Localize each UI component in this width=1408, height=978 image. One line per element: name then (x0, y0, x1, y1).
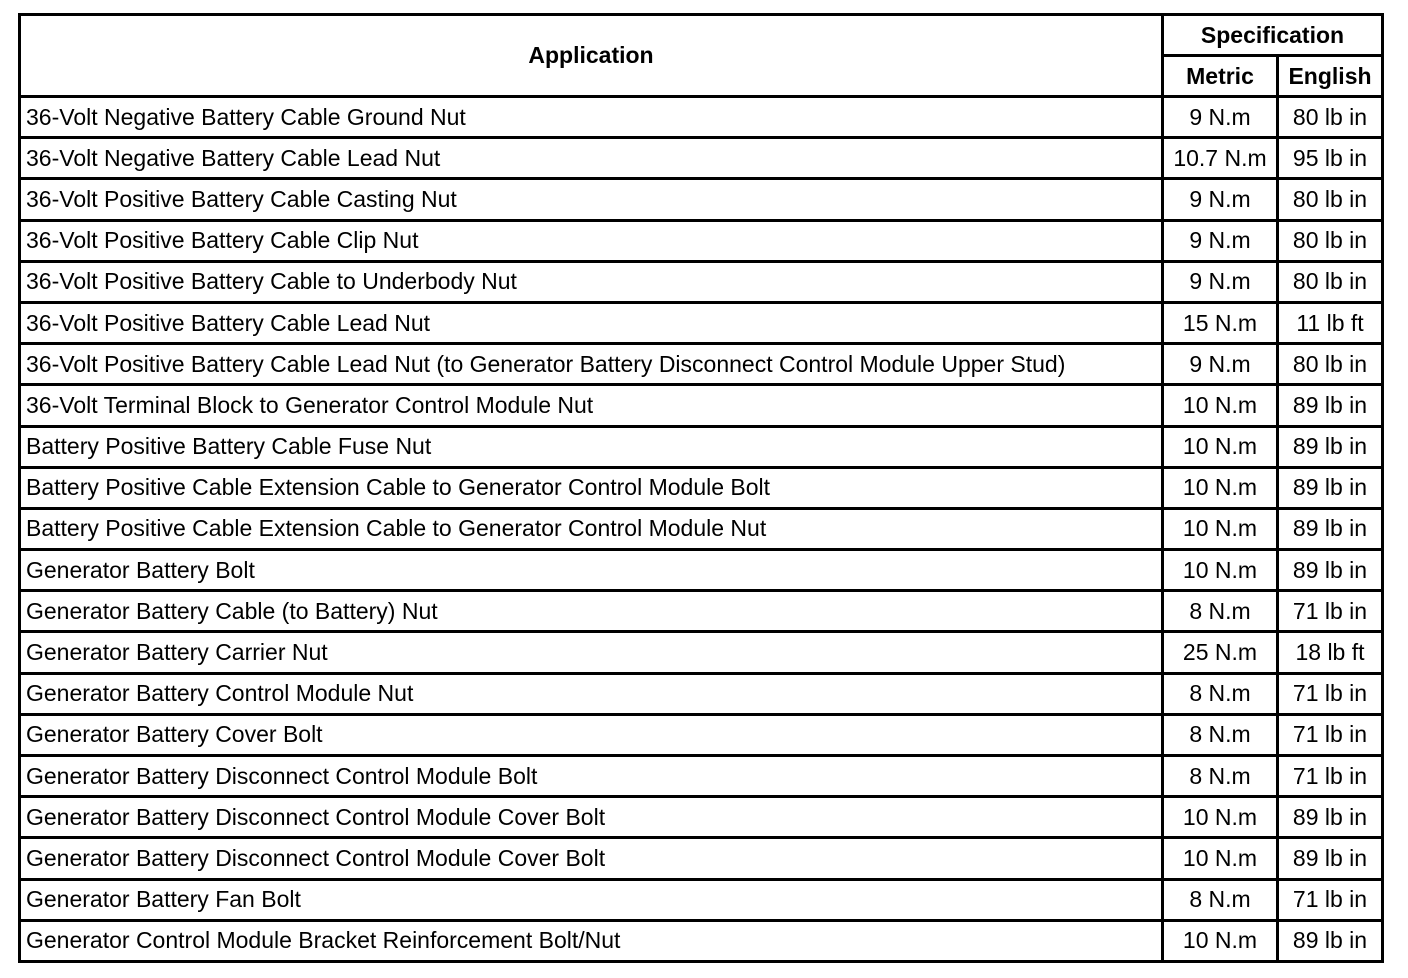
metric-value-cell: 9 N.m (1163, 179, 1278, 220)
metric-value-cell: 8 N.m (1163, 756, 1278, 797)
table-row (20, 797, 1383, 838)
metric-value-cell: 10 N.m (1163, 838, 1278, 879)
table-row (20, 426, 1383, 467)
application-cell: 36-Volt Positive Battery Cable to Underbody Nut (20, 261, 1163, 302)
table-row (20, 179, 1383, 220)
table-row (20, 97, 1383, 138)
metric-value-cell: 10.7 N.m (1163, 138, 1278, 179)
metric-value-cell: 10 N.m (1163, 508, 1278, 549)
application-cell: Battery Positive Cable Extension Cable to Generator Control Module Nut (20, 508, 1163, 549)
english-value-cell: 89 lb in (1278, 385, 1383, 426)
table-row (20, 591, 1383, 632)
metric-value-cell: 9 N.m (1163, 261, 1278, 302)
application-cell: Generator Battery Bolt (20, 550, 1163, 591)
application-cell: Generator Battery Disconnect Control Module Cover Bolt (20, 797, 1163, 838)
english-value-cell: 71 lb in (1278, 714, 1383, 755)
application-cell: Generator Battery Fan Bolt (20, 879, 1163, 920)
metric-value-cell: 10 N.m (1163, 550, 1278, 591)
english-value-cell: 71 lb in (1278, 673, 1383, 714)
english-value-cell: 89 lb in (1278, 550, 1383, 591)
metric-value-cell: 10 N.m (1163, 467, 1278, 508)
application-cell: Battery Positive Cable Extension Cable to Generator Control Module Bolt (20, 467, 1163, 508)
application-cell: 36-Volt Negative Battery Cable Lead Nut (20, 138, 1163, 179)
table-body (20, 97, 1383, 962)
application-cell: Generator Battery Disconnect Control Module Bolt (20, 756, 1163, 797)
application-cell: Generator Control Module Bracket Reinforcement Bolt/Nut (20, 920, 1163, 961)
english-value-cell: 18 lb ft (1278, 632, 1383, 673)
english-value-cell: 71 lb in (1278, 591, 1383, 632)
english-value-cell: 80 lb in (1278, 220, 1383, 261)
english-value-cell: 11 lb ft (1278, 302, 1383, 343)
table-row (20, 385, 1383, 426)
application-cell: 36-Volt Negative Battery Cable Ground Nut (20, 97, 1163, 138)
english-value-cell: 80 lb in (1278, 344, 1383, 385)
table-row (20, 220, 1383, 261)
metric-value-cell: 9 N.m (1163, 97, 1278, 138)
table-row (20, 673, 1383, 714)
table-row (20, 632, 1383, 673)
metric-value-cell: 8 N.m (1163, 673, 1278, 714)
english-value-cell: 89 lb in (1278, 797, 1383, 838)
table-row (20, 508, 1383, 549)
english-value-cell: 89 lb in (1278, 426, 1383, 467)
application-cell: Generator Battery Control Module Nut (20, 673, 1163, 714)
specification-column-header: Specification (1163, 15, 1383, 56)
metric-value-cell: 10 N.m (1163, 797, 1278, 838)
table-row (20, 550, 1383, 591)
header-row-top (20, 15, 1383, 56)
application-cell: Generator Battery Disconnect Control Module Cover Bolt (20, 838, 1163, 879)
table-row (20, 467, 1383, 508)
english-value-cell: 95 lb in (1278, 138, 1383, 179)
table-row (20, 138, 1383, 179)
english-value-cell: 89 lb in (1278, 467, 1383, 508)
table-row (20, 838, 1383, 879)
table-row (20, 879, 1383, 920)
application-cell: 36-Volt Terminal Block to Generator Control Module Nut (20, 385, 1163, 426)
application-cell: 36-Volt Positive Battery Cable Lead Nut (to Generator Battery Disconnect Control Module Upper Stud) (20, 344, 1163, 385)
english-value-cell: 80 lb in (1278, 261, 1383, 302)
table-row (20, 302, 1383, 343)
english-value-cell: 89 lb in (1278, 920, 1383, 961)
application-column-header: Application (20, 15, 1163, 97)
table-header (20, 15, 1383, 97)
metric-value-cell: 9 N.m (1163, 344, 1278, 385)
metric-value-cell: 25 N.m (1163, 632, 1278, 673)
application-cell: 36-Volt Positive Battery Cable Clip Nut (20, 220, 1163, 261)
application-cell: 36-Volt Positive Battery Cable Casting Nut (20, 179, 1163, 220)
application-cell: 36-Volt Positive Battery Cable Lead Nut (20, 302, 1163, 343)
table-row (20, 344, 1383, 385)
english-value-cell: 71 lb in (1278, 879, 1383, 920)
english-value-cell: 89 lb in (1278, 508, 1383, 549)
application-cell: Generator Battery Carrier Nut (20, 632, 1163, 673)
metric-value-cell: 8 N.m (1163, 591, 1278, 632)
table-row (20, 920, 1383, 961)
table-row (20, 714, 1383, 755)
metric-value-cell: 9 N.m (1163, 220, 1278, 261)
metric-column-header: Metric (1163, 56, 1278, 97)
english-column-header: English (1278, 56, 1383, 97)
english-value-cell: 80 lb in (1278, 179, 1383, 220)
metric-value-cell: 10 N.m (1163, 385, 1278, 426)
application-cell: Battery Positive Battery Cable Fuse Nut (20, 426, 1163, 467)
fastener-specification-table (18, 13, 1384, 963)
english-value-cell: 89 lb in (1278, 838, 1383, 879)
metric-value-cell: 8 N.m (1163, 714, 1278, 755)
metric-value-cell: 8 N.m (1163, 879, 1278, 920)
table-row (20, 756, 1383, 797)
metric-value-cell: 10 N.m (1163, 426, 1278, 467)
english-value-cell: 80 lb in (1278, 97, 1383, 138)
application-cell: Generator Battery Cable (to Battery) Nut (20, 591, 1163, 632)
table-row (20, 261, 1383, 302)
application-cell: Generator Battery Cover Bolt (20, 714, 1163, 755)
metric-value-cell: 15 N.m (1163, 302, 1278, 343)
metric-value-cell: 10 N.m (1163, 920, 1278, 961)
english-value-cell: 71 lb in (1278, 756, 1383, 797)
